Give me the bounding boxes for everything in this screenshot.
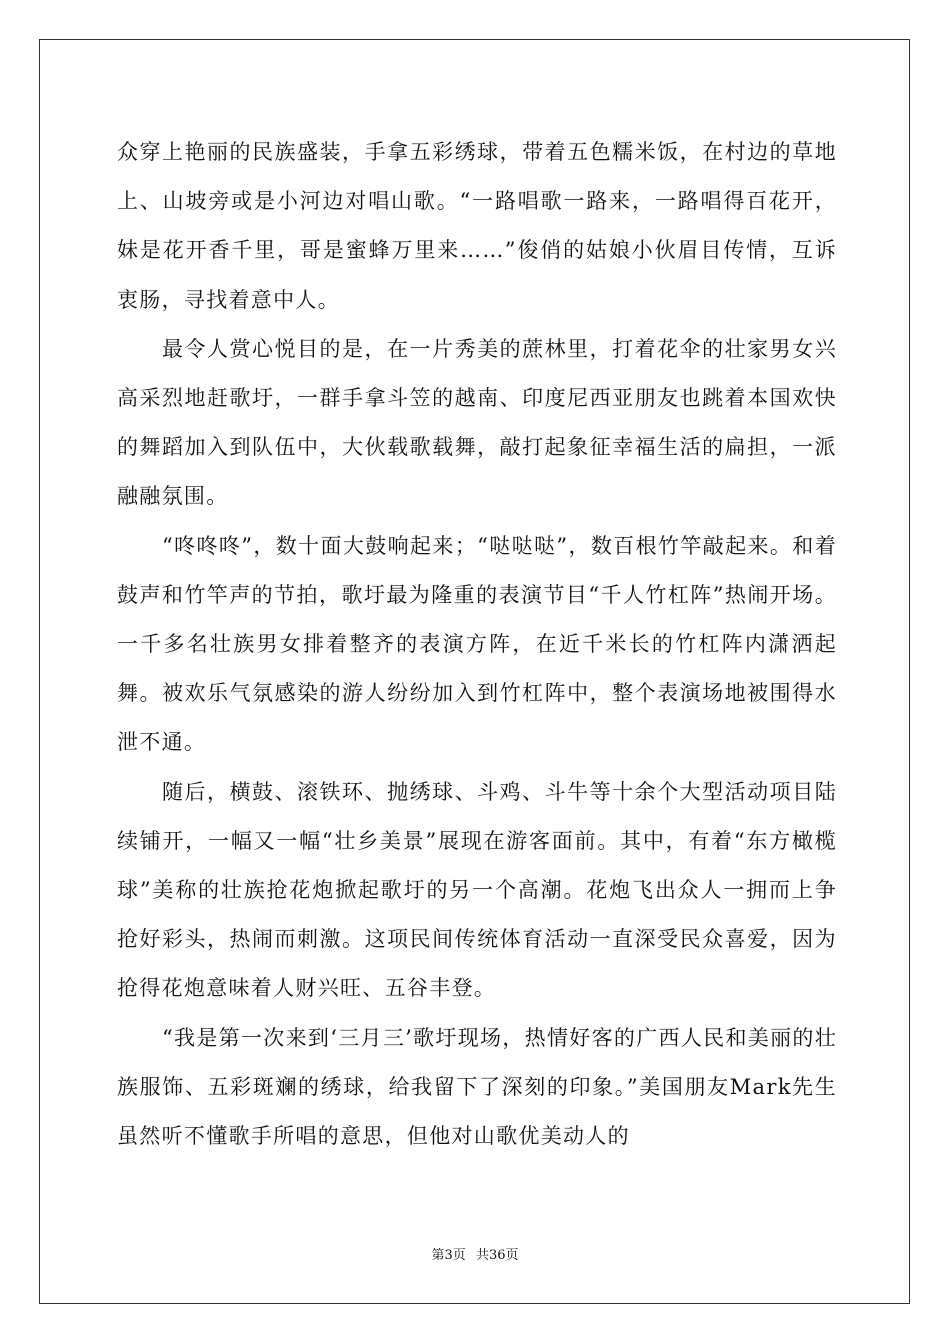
page-number: 第3页: [431, 1248, 466, 1263]
paragraph-4: 随后，横鼓、滚铁环、抛绣球、斗鸡、斗牛等十余个大型活动项目陆续铺开，一幅又一幅“壮乡美景”展现在游客面前。其中，有着“东方橄榄球”美称的壮族抢花炮掀起歌圩的另一个高潮。花炮飞出众人一拥而上争抢好彩头，热闹而刺激。这项民间传统体育活动一直深受民众喜爱，因为抢得花炮意味着人财兴旺、五谷丰登。: [117, 779, 837, 1001]
paragraph-2: 最令人赏心悦目的是，在一片秀美的蔗林里，打着花伞的壮家男女兴高采烈地赶歌圩，一群手拿斗笠的越南、印度尼西亚朋友也跳着本国欢快的舞蹈加入到队伍中，大伙载歌载舞，敲打起象征幸福生活的扁担，一派融融氛围。: [117, 336, 837, 509]
page-footer: [0, 1244, 950, 1263]
document-body: [117, 128, 837, 1161]
page-total: 共36页: [475, 1248, 519, 1263]
paragraph-5: “我是第一次来到‘三月三’歌圩现场，热情好客的广西人民和美丽的壮族服饰、五彩斑斓的绣球，给我留下了深刻的印象。”美国朋友Mark先生虽然听不懂歌手所唱的意思，但他对山歌优美动人的: [117, 1025, 837, 1149]
paragraph-1: 众穿上艳丽的民族盛装，手拿五彩绣球，带着五色糯米饭，在村边的草地上、山坡旁或是小河边对唱山歌。“一路唱歌一路来，一路唱得百花开，妹是花开香千里，哥是蜜蜂万里来……”俊俏的姑娘小伙眉目传情，互诉衷肠，寻找着意中人。: [117, 140, 837, 312]
paragraph-3: “咚咚咚”，数十面大鼓响起来；“哒哒哒”，数百根竹竿敲起来。和着鼓声和竹竿声的节拍，歌圩最为隆重的表演节目“千人竹杠阵”热闹开场。一千多名壮族男女排着整齐的表演方阵，在近千米长的竹杠阵内潇洒起舞。被欢乐气氛感染的游人纷纷加入到竹杠阵中，整个表演场地被围得水泄不通。: [117, 533, 837, 755]
